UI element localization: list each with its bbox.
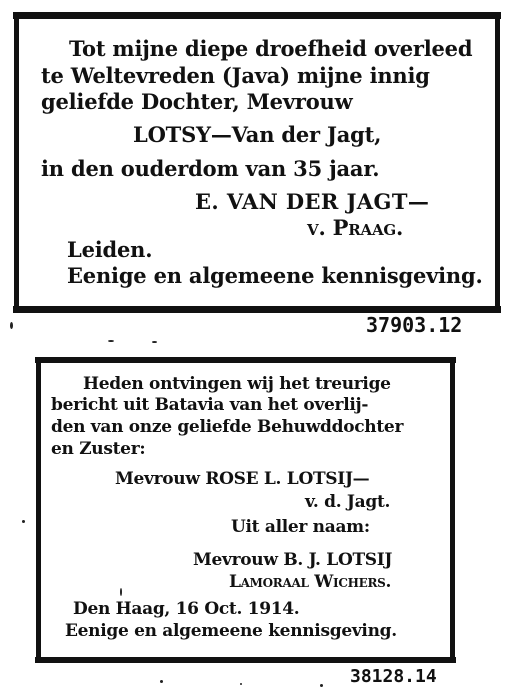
notice-1-deceased-name: LOTSY—Van der Jagt, bbox=[133, 122, 382, 147]
notice-1-place: Leiden. bbox=[67, 237, 153, 262]
notice-2-signatory-2: Lamoraal Wichers. bbox=[229, 572, 392, 592]
notice-2-place-date: Den Haag, 16 Oct. 1914. bbox=[73, 599, 300, 619]
scan-speck bbox=[120, 588, 122, 596]
notice-1-bottom-rule bbox=[13, 306, 501, 313]
notice-1-announcement: Eenige en algemeene kennisgeving. bbox=[67, 263, 483, 288]
death-notice-1 bbox=[14, 14, 500, 310]
notice-1-signatory: E. VAN DER JAGT— bbox=[195, 189, 430, 214]
notice-2-line-2: bericht uit Batavia van het overlij- bbox=[51, 395, 369, 415]
notice-1-reference-number: 37903.12 bbox=[366, 313, 463, 337]
notice-2-on-behalf: Uit aller naam: bbox=[231, 517, 370, 537]
notice-2-signatory-1: Mevrouw B. J. LOTSIJ bbox=[193, 550, 393, 570]
notice-2-bottom-rule bbox=[35, 657, 456, 663]
notice-1-signatory-maiden: v. Praag. bbox=[307, 215, 404, 240]
notice-1-line-5: in den ouderdom van 35 jaar. bbox=[41, 156, 380, 181]
notice-2-line-1: Heden ontvingen wij het treurige bbox=[83, 374, 391, 394]
notice-1-line-1: Tot mijne diepe droefheid overleed bbox=[69, 36, 473, 61]
notice-2-top-rule bbox=[35, 357, 456, 363]
notice-1-line-2: te Weltevreden (Java) mijne innig bbox=[41, 63, 430, 88]
scan-speck bbox=[108, 340, 114, 342]
scan-speck bbox=[22, 520, 25, 523]
notice-1-line-3: geliefde Dochter, Mevrouw bbox=[41, 89, 353, 114]
scan-speck bbox=[152, 341, 157, 343]
scan-speck bbox=[10, 322, 13, 329]
notice-2-announcement: Eenige en algemeene kennisgeving. bbox=[65, 621, 397, 641]
notice-2-line-3: den van onze geliefde Behuwddochter bbox=[51, 417, 404, 437]
notice-2-deceased-maiden: v. d. Jagt. bbox=[305, 492, 391, 512]
notice-2-deceased-name: Mevrouw ROSE L. LOTSIJ— bbox=[115, 469, 370, 489]
scan-speck bbox=[160, 680, 163, 683]
scan-speck bbox=[320, 684, 323, 687]
scan-speck bbox=[240, 683, 242, 685]
death-notice-2 bbox=[36, 358, 455, 660]
notice-1-top-rule bbox=[13, 12, 501, 19]
notice-2-line-4: en Zuster: bbox=[51, 439, 146, 459]
notice-2-reference-number: 38128.14 bbox=[350, 666, 437, 687]
